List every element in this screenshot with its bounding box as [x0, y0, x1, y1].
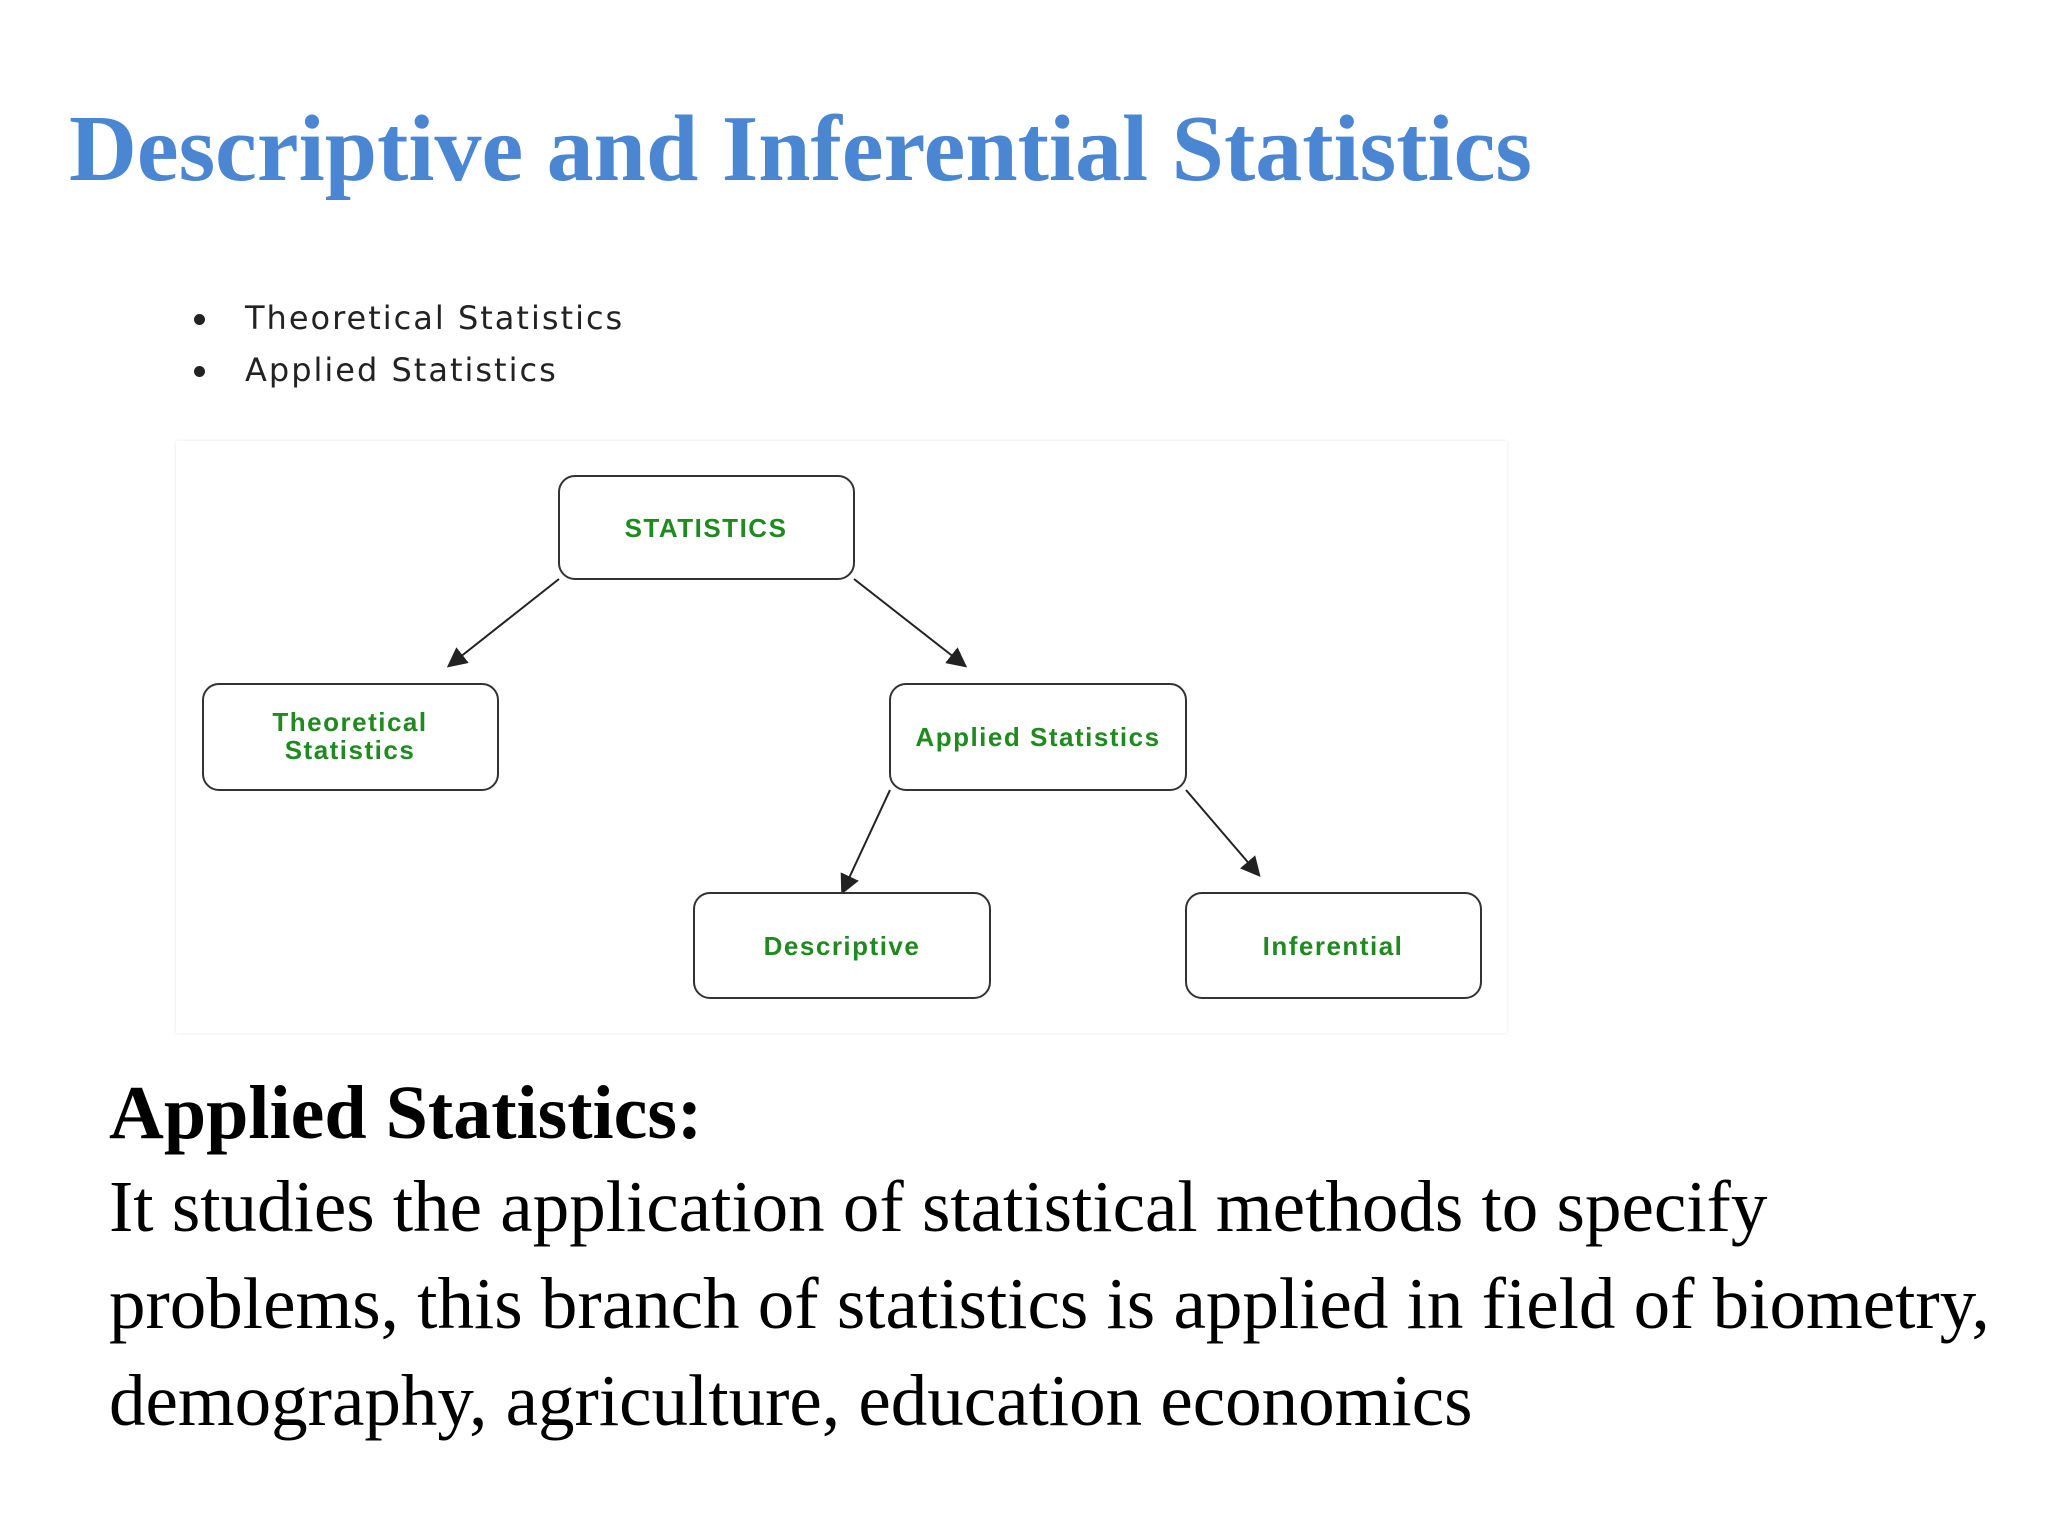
bullet-list	[190, 292, 624, 396]
node-descriptive-label: Descriptive	[763, 931, 921, 961]
page-title: Descriptive and Inferential Statistics	[69, 97, 1532, 201]
section-body: It studies the application of statistical methods to specify problems, this branch of statistics is applied in field of biometry, demography, agriculture, education economics	[109, 1166, 1990, 1441]
bullet-item-applied: Applied Statistics	[190, 344, 624, 396]
arrow-statistics-to-applied	[854, 579, 964, 665]
node-applied-label: Applied Statistics	[915, 722, 1161, 752]
node-theoretical-label-line1: Theoretical	[272, 707, 428, 737]
arrow-applied-to-inferential	[1186, 790, 1258, 874]
statistics-tree-diagram	[176, 441, 1507, 1033]
section-heading: Applied Statistics:	[109, 1071, 703, 1155]
arrow-statistics-to-theoretical	[450, 579, 559, 665]
node-inferential	[1186, 893, 1481, 998]
node-statistics-label: STATISTICS	[624, 513, 788, 543]
node-statistics	[559, 476, 854, 579]
applied-statistics-section	[109, 1068, 2009, 1449]
node-descriptive	[694, 893, 990, 998]
node-inferential-label: Inferential	[1262, 931, 1404, 961]
node-applied-statistics	[890, 684, 1186, 790]
bullet-item-theoretical: Theoretical Statistics	[190, 292, 624, 344]
node-theoretical-statistics	[203, 684, 498, 790]
arrow-applied-to-descriptive	[843, 790, 890, 891]
node-theoretical-label-line2: Statistics	[284, 735, 416, 765]
